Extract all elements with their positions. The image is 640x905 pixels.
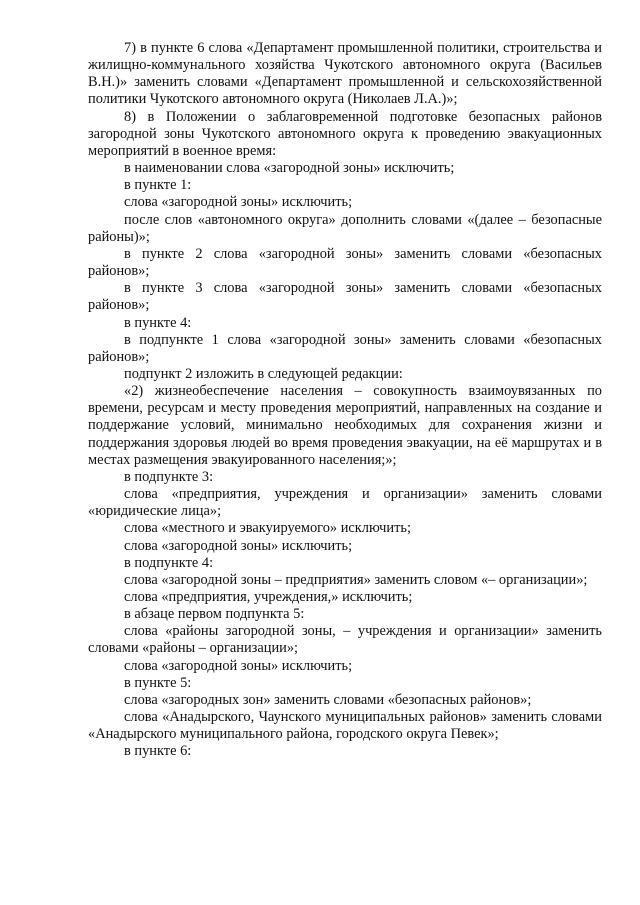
paragraph-line: в подпункте 1 слова «загородной зоны» заменить словами «безопасных районов»; (88, 331, 602, 365)
paragraph-line: в пункте 4: (124, 314, 192, 331)
document-page (88, 40, 602, 761)
paragraph-line: в подпункте 3: (124, 468, 214, 485)
paragraph-line: в подпункте 4: (124, 554, 214, 571)
paragraph-item-7: 7) в пункте 6 слова «Департамент промышленной политики, строительства и жилищно-коммунального хозяйства Чукотского автономного округа (Васильев В.Н.)» заменить словами «Департамент промышленной и сельскохозяйственной политики Чукотского автономного округа (Николаев Л.А.)»; (88, 40, 602, 108)
paragraph-line: в пункте 1: (124, 177, 192, 194)
paragraph-line: слова «местного и эвакуируемого» исключить; (124, 520, 411, 537)
paragraph-line: слова «загородной зоны» исключить; (124, 194, 353, 211)
paragraph-line: слова «Анадырского, Чаунского муниципальных районов» заменить словами «Анадырского муниципального района, городского округа Певек»; (88, 709, 602, 743)
paragraph-line: подпункт 2 изложить в следующей редакции: (124, 365, 403, 382)
paragraph-line: в пункте 2 слова «загородной зоны» заменить словами «безопасных районов»; (88, 245, 602, 280)
paragraph-line: в наименовании слова «загородной зоны» исключить; (124, 160, 455, 177)
paragraph-item-8: 8) в Положении о заблаговременной подготовке безопасных районов загородной зоны Чукотского автономного округа к проведению эвакуационных мероприятий в военное время: (88, 108, 602, 159)
paragraph-line: слова «предприятия, учреждения,» исключить; (124, 589, 413, 605)
paragraph-line: в пункте 6: (124, 743, 192, 760)
paragraph-line: слова «загородных зон» заменить словами «безопасных районов»; (124, 691, 532, 708)
paragraph-line: в абзаце первом подпункта 5: (124, 606, 305, 623)
paragraph-line: слова «загородной зоны» исключить; (124, 657, 353, 674)
paragraph-line: слова «загородной зоны» исключить; (124, 537, 353, 554)
paragraph-line: слова «загородной зоны – предприятия» заменить словом «– организации»; (124, 571, 588, 588)
paragraph-line: слова «предприятия, учреждения и организации» заменить словами «юридические лица»; (88, 486, 602, 520)
paragraph-quote: «2) жизнеобеспечение населения – совокупность взаимоувязанных по времени, ресурсам и месту проведения мероприятий, направленных на создание и поддержание условий, минимально необходимых для сохранения жизни и поддержания здоровья людей во время проведения эвакуации, на её маршрутах и в местах размещения эвакуированного населения;»; (88, 383, 602, 468)
paragraph-line: слова «районы загородной зоны, – учреждения и организации» заменить словами «районы – организации»; (88, 623, 602, 657)
paragraph-line: в пункте 5: (124, 674, 192, 691)
paragraph-line: после слов «автономного округа» дополнить словами «(далее – безопасные районы)»; (88, 211, 602, 245)
paragraph-line: в пункте 3 слова «загородной зоны» заменить словами «безопасных районов»; (88, 280, 602, 314)
